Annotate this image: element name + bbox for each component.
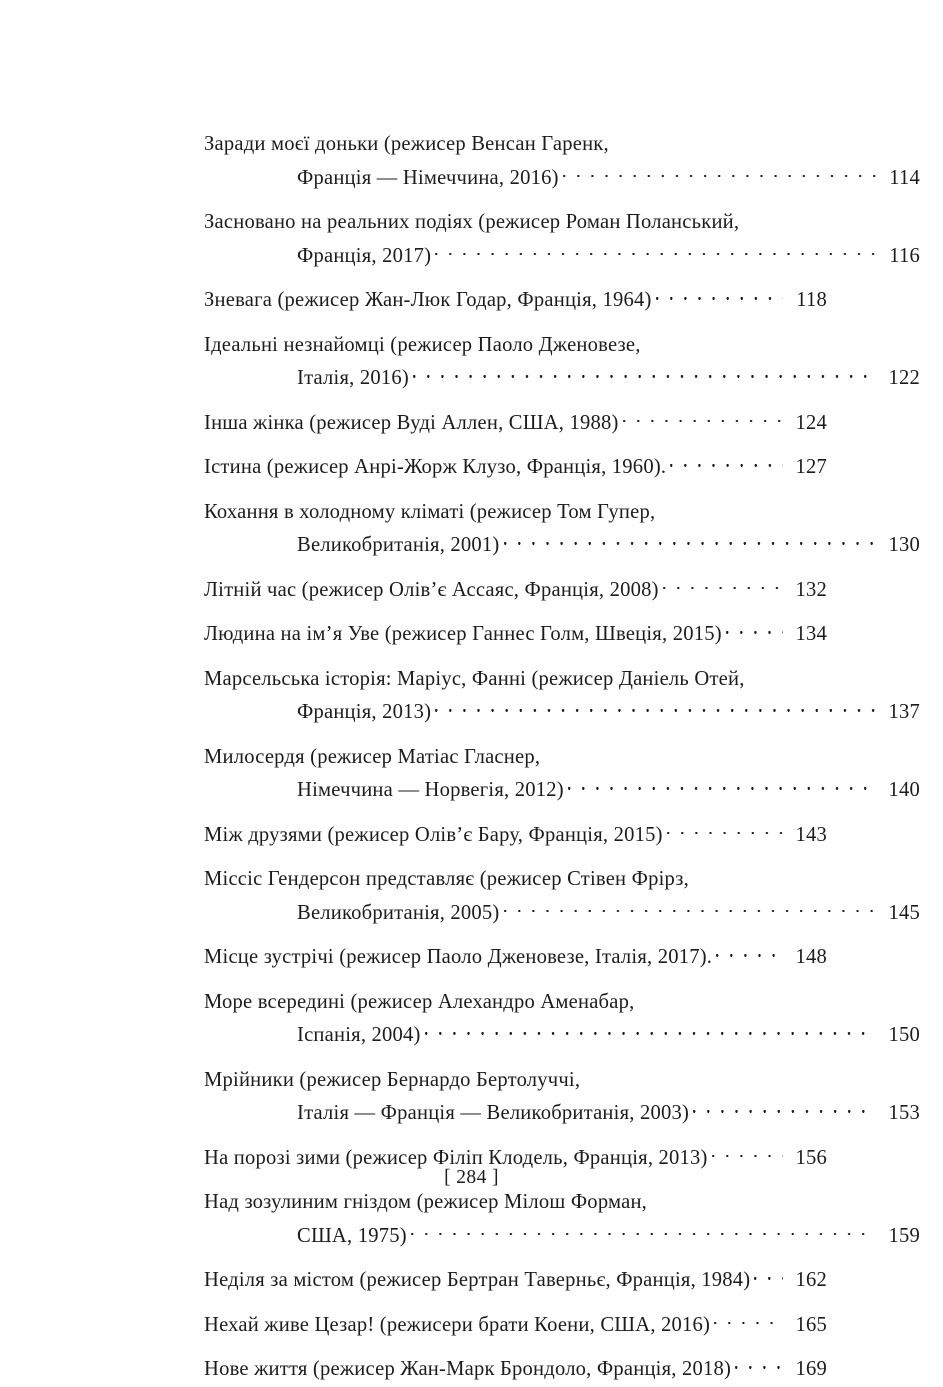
dot-leader — [411, 1221, 876, 1242]
toc-page-number: 143 — [795, 823, 827, 846]
toc-page-number: 132 — [795, 578, 827, 601]
toc-entry-subtitle: Франція, 2013) — [297, 701, 432, 723]
toc-entry-line — [204, 1353, 827, 1387]
toc-entry-line-continued — [204, 362, 920, 396]
toc-entry[interactable] — [204, 496, 920, 563]
dot-leader — [663, 575, 783, 596]
toc-entry-subtitle: Італія, 2016) — [297, 367, 409, 389]
toc-entry[interactable] — [204, 1186, 920, 1253]
toc-entry-line — [204, 496, 827, 530]
toc-entry-line — [204, 574, 827, 608]
toc-page-number: 130 — [888, 534, 920, 556]
toc-entry[interactable] — [204, 819, 827, 853]
toc-page-number: 134 — [795, 623, 827, 645]
toc-entry-line — [204, 1309, 827, 1343]
toc-page-number: 156 — [795, 1146, 827, 1169]
toc-page-number: 169 — [795, 1358, 827, 1380]
toc-entry-line — [204, 407, 827, 441]
toc-page-number: 140 — [888, 779, 920, 801]
dot-leader — [425, 1020, 876, 1041]
toc-entry-title: Мрійники (режисер Бернардо Бертолуччі, — [204, 1068, 581, 1091]
page-folio: [ 284 ] — [444, 1167, 499, 1188]
toc-entry-subtitle: Великобританія, 2005) — [297, 901, 500, 924]
toc-entry[interactable] — [204, 663, 920, 730]
toc-entry-line — [204, 618, 827, 652]
toc-page-number: 148 — [795, 946, 827, 968]
toc-entry-line — [204, 451, 827, 485]
dot-leader — [716, 942, 783, 963]
toc-entry-title: Неділя за містом (режисер Бертран Таверньє, Франція, 1984) — [204, 1269, 751, 1291]
toc-entry-title: Над зозулиним гніздом (режисер Мілош Форман, — [204, 1191, 648, 1213]
toc-entry[interactable] — [204, 128, 920, 195]
dot-leader — [568, 775, 876, 796]
toc-entry-subtitle: Іспанія, 2004) — [297, 1024, 421, 1046]
toc-entry-title: Милосердя (режисер Матіас Гласнер, — [204, 745, 541, 768]
toc-entry-subtitle: Франція, 2017) — [297, 244, 432, 267]
toc-entry-line — [204, 1064, 827, 1098]
toc-entry-line — [204, 1264, 827, 1298]
dot-leader — [735, 1354, 783, 1375]
dot-leader — [623, 408, 783, 429]
toc-entry-title: На порозі зими (режисер Філіп Клодель, Франція, 2013) — [204, 1146, 708, 1169]
table-of-contents-list — [204, 128, 920, 1387]
toc-entry-line-continued — [204, 162, 920, 196]
toc-entry-line-continued — [204, 696, 920, 730]
toc-page-number: 153 — [888, 1102, 920, 1124]
dot-leader — [435, 697, 876, 718]
toc-entry[interactable] — [204, 1064, 920, 1131]
toc-entry[interactable] — [204, 1264, 827, 1298]
toc-entry[interactable] — [204, 618, 827, 652]
toc-entry-line-continued — [204, 529, 920, 563]
toc-entry-line-continued — [204, 1097, 920, 1131]
toc-entry-line — [204, 284, 827, 318]
toc-entry-line — [204, 819, 827, 853]
toc-page-number: 159 — [888, 1224, 920, 1247]
toc-entry-line-continued — [204, 1220, 920, 1254]
toc-entry-title: Кохання в холодному кліматі (режисер Том Гупер, — [204, 500, 656, 523]
toc-page-number: 145 — [888, 901, 920, 924]
toc-entry-line-continued — [204, 774, 920, 808]
dot-leader — [563, 163, 876, 184]
toc-entry[interactable] — [204, 407, 827, 441]
toc-page-number: 116 — [889, 244, 920, 267]
toc-entry-subtitle: США, 1975) — [297, 1224, 407, 1247]
toc-entry-title: Засновано на реальних подіях (режисер Роман Поланський, — [204, 211, 740, 233]
toc-entry-title: Зневага (режисер Жан-Люк Годар, Франція, 1964) — [204, 289, 652, 311]
toc-page-number: 162 — [795, 1269, 827, 1291]
toc-entry-line-continued — [204, 240, 920, 274]
toc-page-number: 124 — [795, 411, 827, 434]
toc-entry[interactable] — [204, 206, 920, 273]
toc-entry[interactable] — [204, 329, 920, 396]
toc-entry-subtitle: Великобританія, 2001) — [297, 534, 500, 556]
toc-page-number: 127 — [795, 456, 827, 478]
dot-leader — [667, 820, 783, 841]
toc-entry-line — [204, 741, 827, 775]
toc-entry[interactable] — [204, 741, 920, 808]
toc-entry-line-continued — [204, 1019, 920, 1053]
toc-entry-title: Нове життя (режисер Жан-Марк Брондоло, Франція, 2018) — [204, 1358, 732, 1380]
toc-entry-line — [204, 206, 827, 240]
dot-leader — [504, 530, 876, 551]
toc-entry[interactable] — [204, 284, 827, 318]
dot-leader — [712, 1143, 783, 1164]
toc-entry-line — [204, 329, 827, 363]
toc-entry-title: Море всередині (режисер Алехандро Аменабар, — [204, 990, 635, 1013]
toc-entry[interactable] — [204, 863, 920, 930]
dot-leader — [435, 241, 876, 262]
toc-entry-line — [204, 663, 827, 697]
toc-entry-title: Нехай живе Цезар! (режисери брати Коени, США, 2016) — [204, 1313, 711, 1336]
toc-entry[interactable] — [204, 1353, 827, 1387]
toc-page-number: 122 — [888, 367, 920, 389]
toc-entry-title: Інша жінка (режисер Вуді Аллен, США, 1988) — [204, 411, 619, 434]
dot-leader — [656, 285, 783, 306]
dot-leader — [670, 452, 783, 473]
toc-entry[interactable] — [204, 574, 827, 608]
toc-entry-line — [204, 986, 827, 1020]
dot-leader — [726, 619, 783, 640]
toc-page-number: 114 — [889, 166, 920, 189]
toc-page-number: 150 — [888, 1024, 920, 1046]
dot-leader — [413, 363, 876, 384]
toc-entry-line — [204, 863, 827, 897]
toc-page-number: 137 — [888, 701, 920, 723]
toc-entry-subtitle: Італія — Франція — Великобританія, 2003) — [297, 1102, 690, 1124]
toc-entry-title: Між друзями (режисер Олів’є Бару, Франція, 2015) — [204, 823, 663, 846]
toc-entry-title: Людина на ім’я Уве (режисер Ганнес Голм, Швеція, 2015) — [204, 623, 722, 645]
toc-entry-title: Марсельська історія: Маріус, Фанні (режисер Даніель Отей, — [204, 667, 745, 690]
toc-entry-subtitle: Німеччина — Норвегія, 2012) — [297, 779, 564, 801]
toc-page-number: 118 — [796, 289, 827, 311]
toc-entry-subtitle: Франція — Німеччина, 2016) — [297, 166, 559, 189]
toc-entry-line-continued — [204, 897, 920, 931]
toc-entry[interactable] — [204, 986, 920, 1053]
toc-entry-line — [204, 128, 827, 162]
toc-entry[interactable] — [204, 1309, 827, 1343]
toc-entry[interactable] — [204, 941, 827, 975]
dot-leader — [754, 1265, 783, 1286]
toc-entry[interactable] — [204, 451, 827, 485]
toc-page-number: 165 — [795, 1313, 827, 1336]
toc-entry-title: Місце зустрічі (режисер Паоло Дженовезе, Італія, 2017). — [204, 946, 713, 968]
toc-entry-title: Істина (режисер Анрі-Жорж Клузо, Франція, 1960). — [204, 456, 667, 478]
toc-entry-title: Заради моєї доньки (режисер Венсан Гаренк, — [204, 133, 609, 155]
toc-entry-title: Літній час (режисер Олів’є Ассаяс, Франція, 2008) — [204, 578, 659, 601]
toc-entry-title: Ідеальні незнайомці (режисер Паоло Дженовезе, — [204, 333, 641, 356]
toc-entry-title: Міссіс Гендерсон представляє (режисер Стівен Фрірз, — [204, 868, 689, 890]
dot-leader — [714, 1310, 783, 1331]
dot-leader — [504, 898, 876, 919]
dot-leader — [693, 1098, 876, 1119]
toc-entry-line — [204, 941, 827, 975]
